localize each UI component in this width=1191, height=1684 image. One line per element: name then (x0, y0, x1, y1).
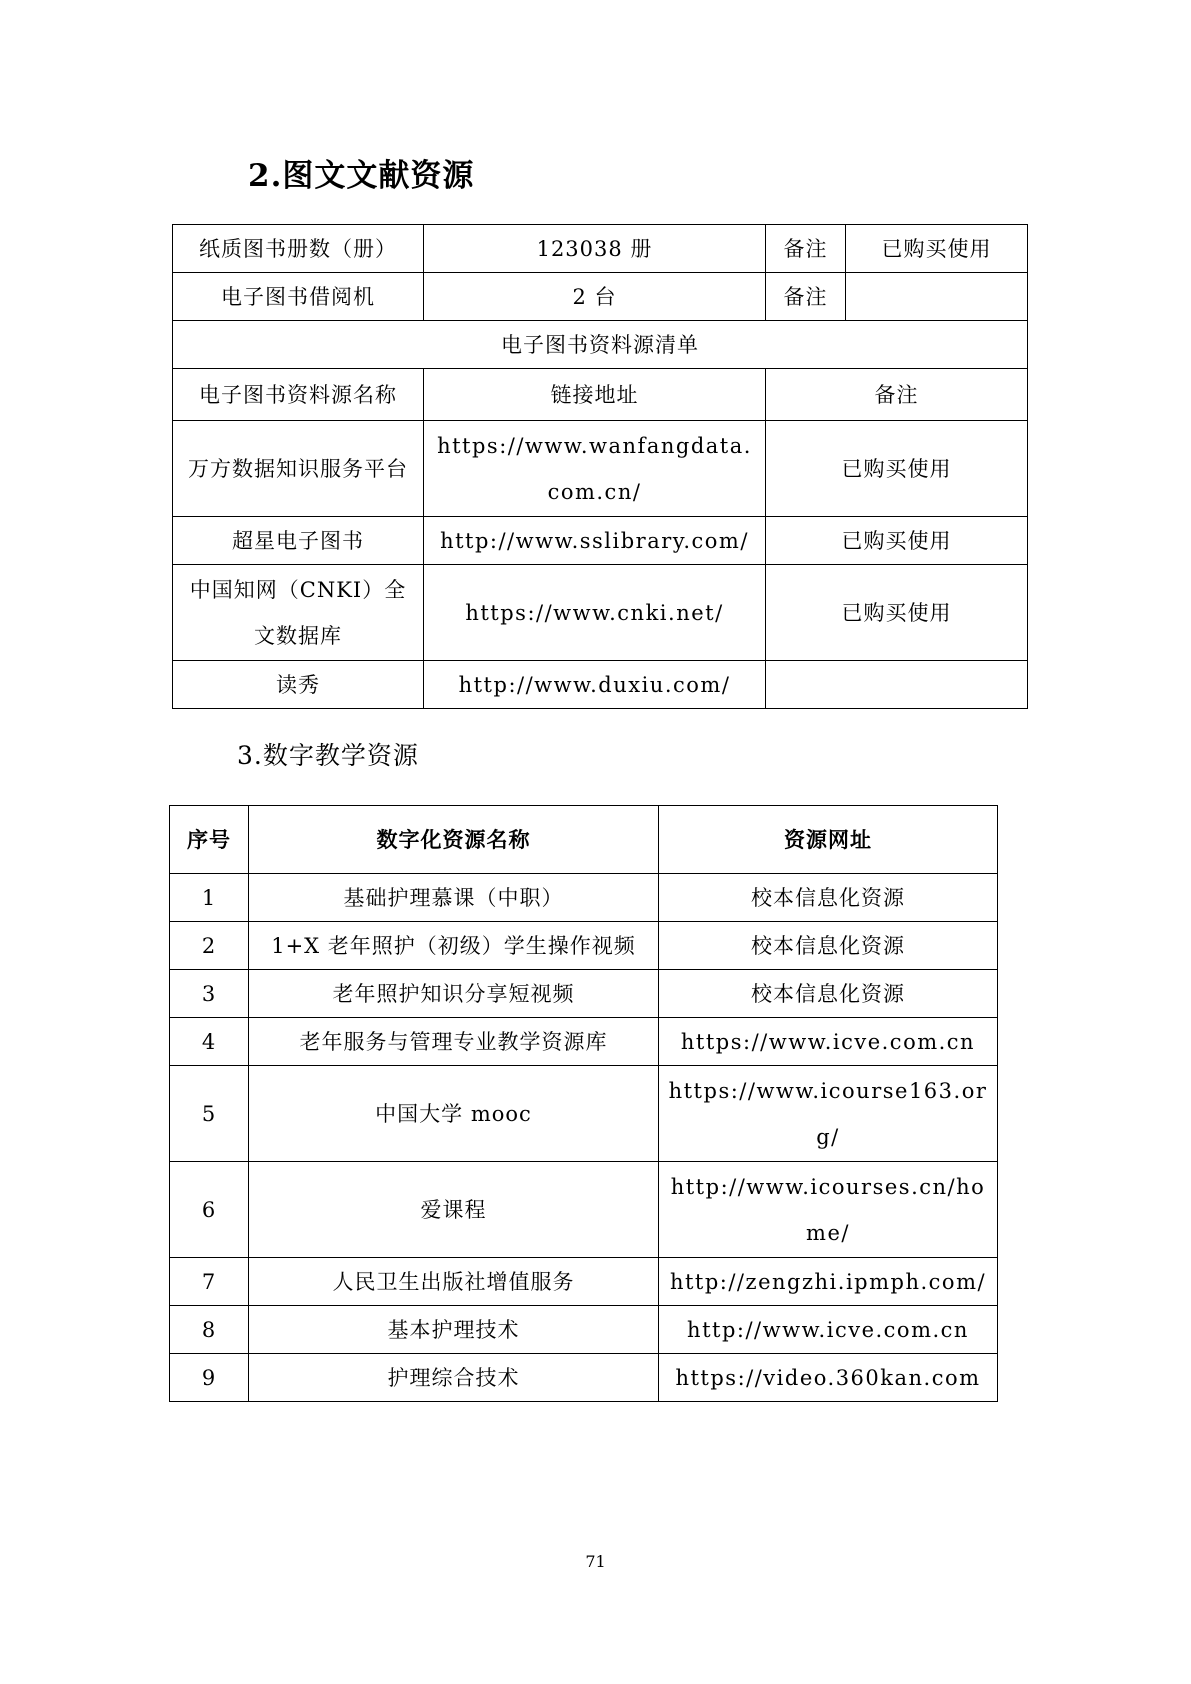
resource-url[interactable]: http://zengzhi.ipmph.com/ (659, 1258, 998, 1306)
resource-name: 老年服务与管理专业教学资源库 (249, 1018, 659, 1066)
paper-note-label: 备注 (766, 225, 846, 273)
table-header-row (173, 369, 1028, 421)
table-row (173, 565, 1028, 661)
page-number: 71 (585, 1552, 606, 1571)
resource-url[interactable]: http://www.icve.com.cn (659, 1306, 998, 1354)
resource-name: 基本护理技术 (249, 1306, 659, 1354)
source-name: 超星电子图书 (173, 517, 424, 565)
source-url[interactable]: https://www.wanfangdata.com.cn/ (424, 421, 766, 517)
table-row (173, 225, 1028, 273)
source-note: 已购买使用 (766, 565, 1028, 661)
table-row (170, 1066, 998, 1162)
table-row (173, 661, 1028, 709)
source-url[interactable]: http://www.sslibrary.com/ (424, 517, 766, 565)
row-number: 8 (170, 1306, 249, 1354)
header-resource-name: 数字化资源名称 (249, 806, 659, 874)
header-source-name: 电子图书资料源名称 (173, 369, 424, 421)
table-row (170, 1162, 998, 1258)
ebook-reader-label: 电子图书借阅机 (173, 273, 424, 321)
row-number: 5 (170, 1066, 249, 1162)
row-number: 9 (170, 1354, 249, 1402)
header-note: 备注 (766, 369, 1028, 421)
section-2-title: 2.图文文献资源 (248, 158, 475, 194)
resource-name: 爱课程 (249, 1162, 659, 1258)
resource-url[interactable]: http://www.icourses.cn/home/ (659, 1162, 998, 1258)
reader-note-label: 备注 (766, 273, 846, 321)
reader-note (846, 273, 1028, 321)
source-name: 中国知网（CNKI）全文数据库 (173, 565, 424, 661)
row-number: 4 (170, 1018, 249, 1066)
source-url[interactable]: http://www.duxiu.com/ (424, 661, 766, 709)
table-row (173, 517, 1028, 565)
header-resource-url: 资源网址 (659, 806, 998, 874)
resource-name: 护理综合技术 (249, 1354, 659, 1402)
header-link: 链接地址 (424, 369, 766, 421)
source-name: 万方数据知识服务平台 (173, 421, 424, 517)
resource-url[interactable]: https://www.icourse163.org/ (659, 1066, 998, 1162)
resource-url[interactable]: https://video.360kan.com (659, 1354, 998, 1402)
table-row (170, 970, 998, 1018)
source-url[interactable]: https://www.cnki.net/ (424, 565, 766, 661)
table-row (170, 1306, 998, 1354)
source-note: 已购买使用 (766, 517, 1028, 565)
table-row (173, 273, 1028, 321)
source-note: 已购买使用 (766, 421, 1028, 517)
header-number: 序号 (170, 806, 249, 874)
resource-name: 1+X 老年照护（初级）学生操作视频 (249, 922, 659, 970)
source-name: 读秀 (173, 661, 424, 709)
table-row (173, 421, 1028, 517)
table-row (170, 874, 998, 922)
source-note (766, 661, 1028, 709)
section-3-title: 3.数字教学资源 (237, 741, 419, 770)
paper-books-label: 纸质图书册数（册） (173, 225, 424, 273)
resource-url: 校本信息化资源 (659, 874, 998, 922)
resource-url[interactable]: https://www.icve.com.cn (659, 1018, 998, 1066)
row-number: 6 (170, 1162, 249, 1258)
row-number: 3 (170, 970, 249, 1018)
resource-url: 校本信息化资源 (659, 922, 998, 970)
table-row (170, 1018, 998, 1066)
resource-name: 人民卫生出版社增值服务 (249, 1258, 659, 1306)
table-row (170, 922, 998, 970)
digital-resources-table (169, 805, 998, 1402)
table-header-row (170, 806, 998, 874)
row-number: 2 (170, 922, 249, 970)
resource-name: 老年照护知识分享短视频 (249, 970, 659, 1018)
resource-name: 中国大学 mooc (249, 1066, 659, 1162)
row-number: 1 (170, 874, 249, 922)
table-row (170, 1258, 998, 1306)
table-row (173, 321, 1028, 369)
resource-url: 校本信息化资源 (659, 970, 998, 1018)
literature-resources-table (172, 224, 1028, 709)
paper-note: 已购买使用 (846, 225, 1028, 273)
paper-books-value: 123038 册 (424, 225, 766, 273)
ebook-list-title: 电子图书资料源清单 (173, 321, 1028, 369)
table-row (170, 1354, 998, 1402)
resource-name: 基础护理慕课（中职） (249, 874, 659, 922)
ebook-reader-value: 2 台 (424, 273, 766, 321)
row-number: 7 (170, 1258, 249, 1306)
